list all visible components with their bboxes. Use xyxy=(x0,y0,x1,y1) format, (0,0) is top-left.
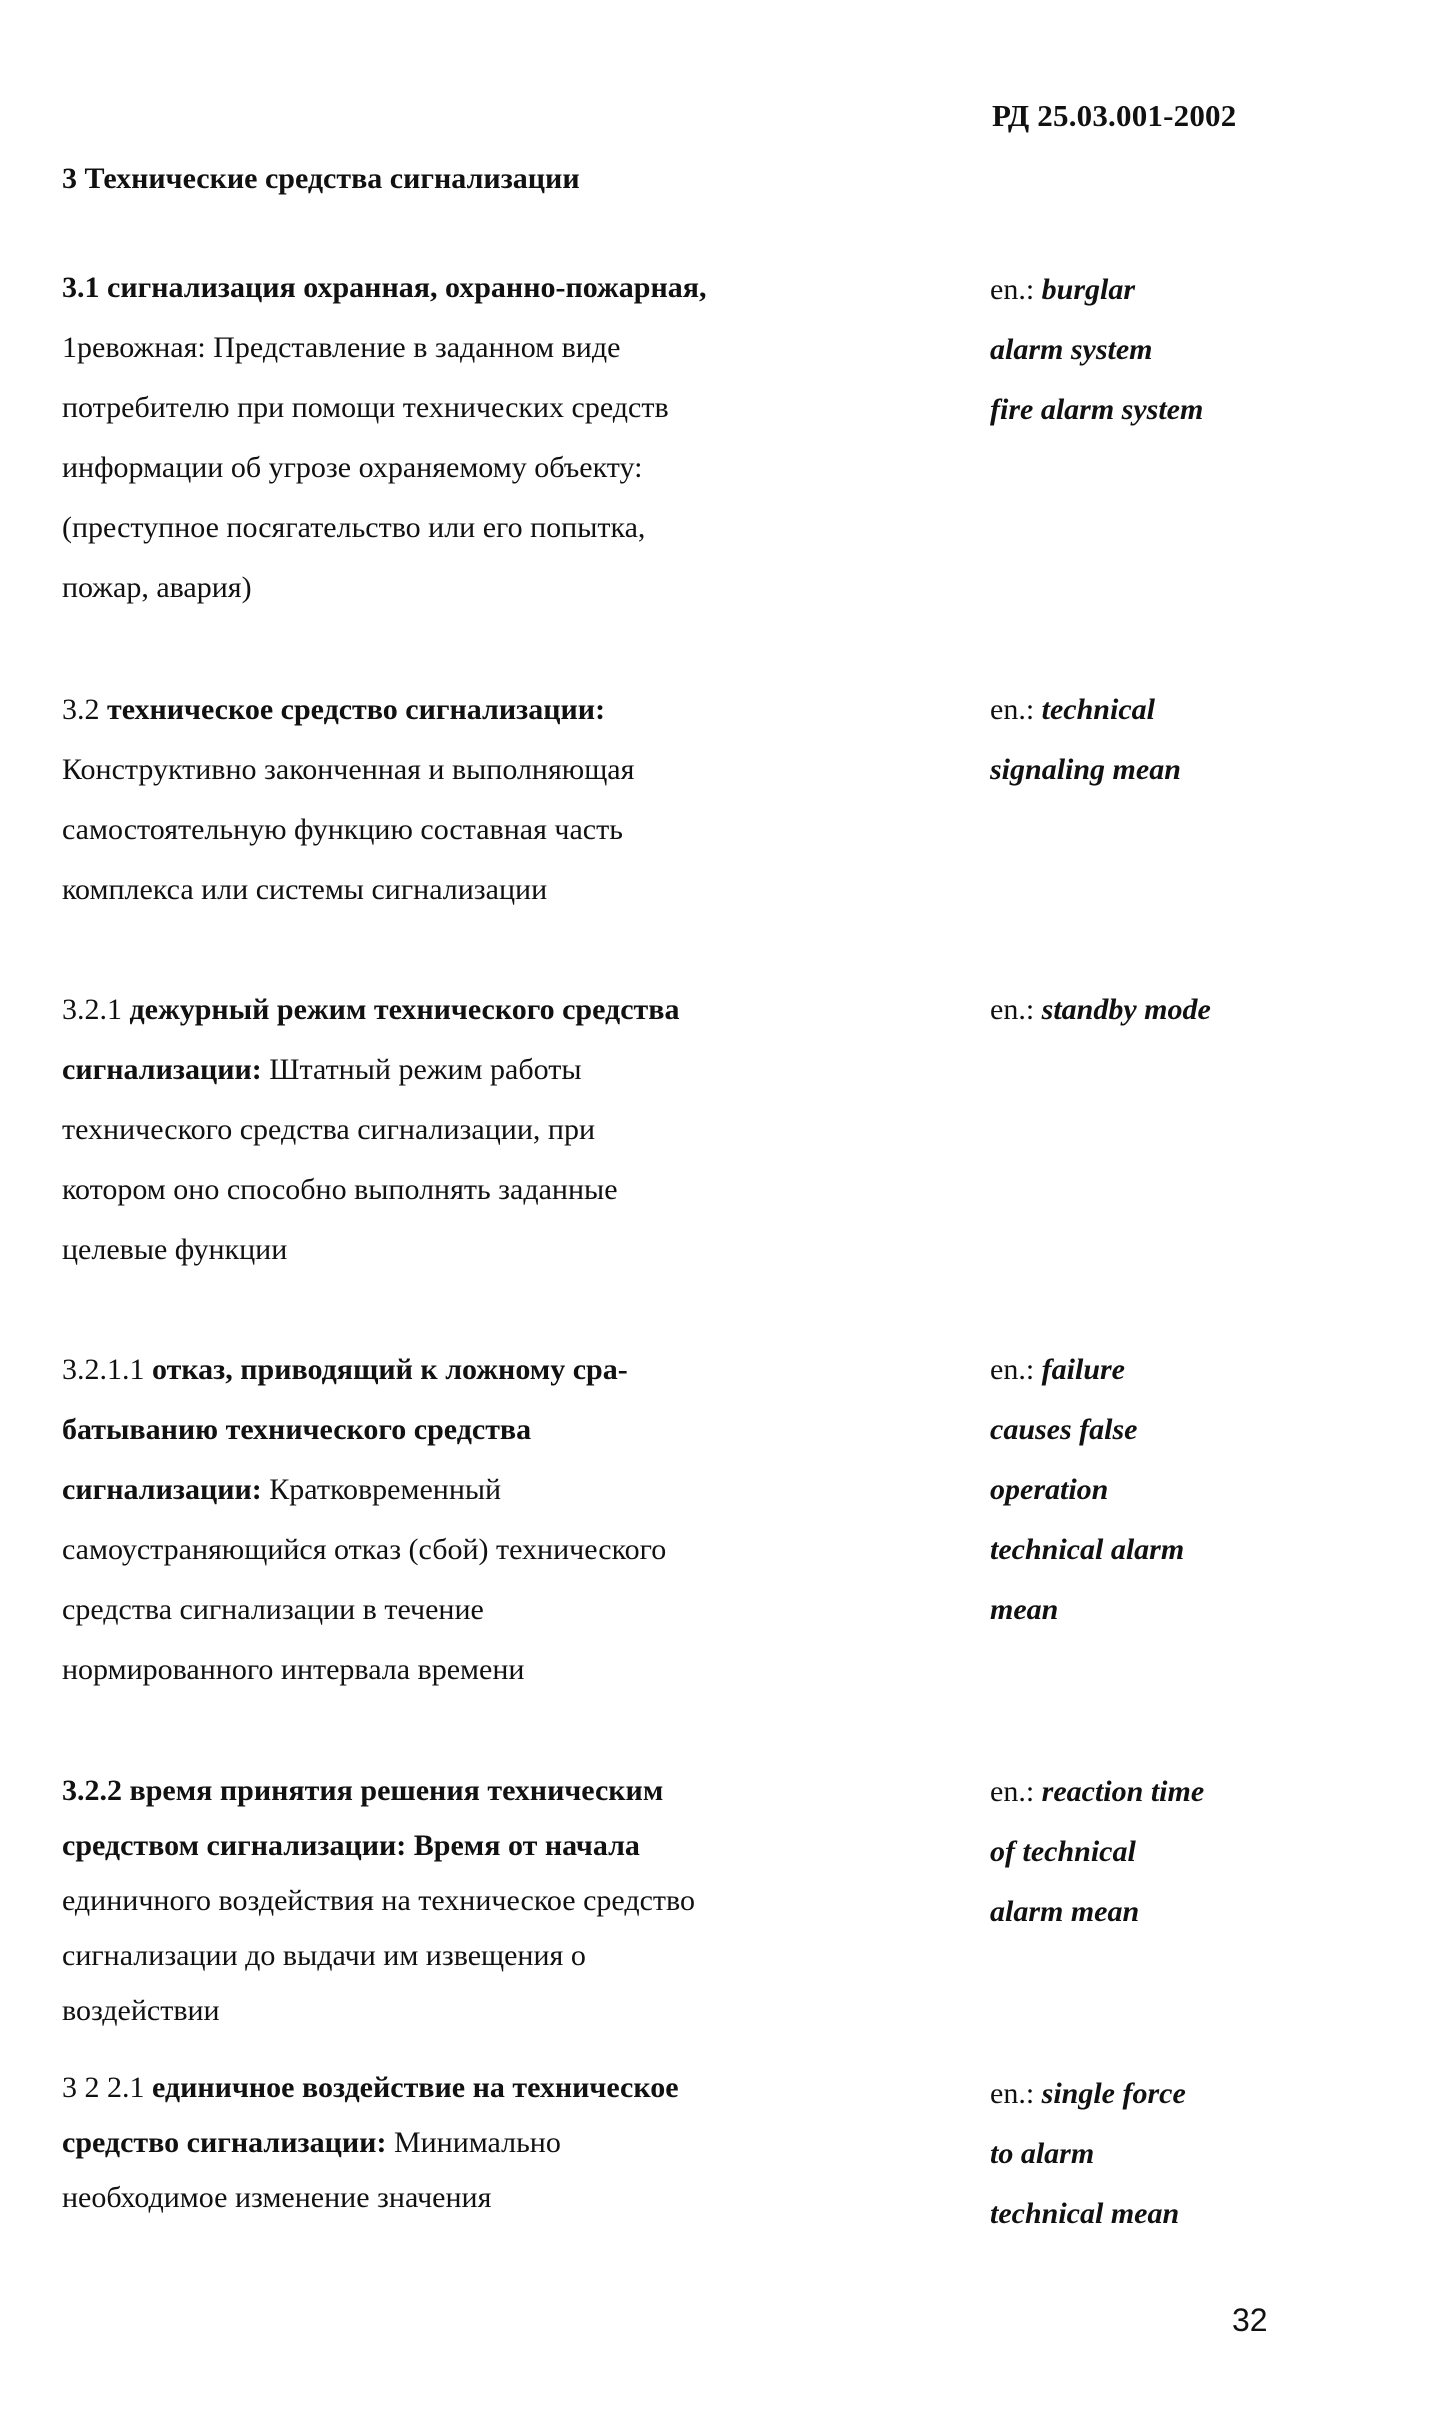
term-entry-3-2-2 xyxy=(62,1763,822,2038)
definition-line: котором оно способно выполнять заданные xyxy=(62,1173,618,1206)
definition-line: пожар, авария) xyxy=(62,571,252,604)
english-equivalent-3-2-2-1 xyxy=(990,2064,1410,2244)
definition-line: комплекса или системы сигнализации xyxy=(62,873,548,906)
english-equivalent-3-2-1-1 xyxy=(990,1340,1410,1640)
term-number: 3.2 xyxy=(62,693,100,726)
definition-line: Конструктивно законченная и выполняющая xyxy=(62,753,635,786)
term-heading: 3.1 сигнализация охранная, охранно-пожарная, xyxy=(62,271,707,304)
term-entry-3-2 xyxy=(62,680,822,920)
definition-line: средства сигнализации в течение xyxy=(62,1593,484,1626)
definition-line: (преступное посягательство или его попытка, xyxy=(62,511,646,544)
en-prefix: en.: xyxy=(990,2077,1035,2110)
en-prefix: en.: xyxy=(990,1353,1035,1386)
definition-line: информации об угрозе охраняемому объекту: xyxy=(62,451,643,484)
english-term: single force xyxy=(1041,2077,1186,2110)
definition-line: целевые функции xyxy=(62,1233,288,1266)
definition-text: Кратковременный xyxy=(269,1473,502,1506)
term-heading: 3.2.2 время принятия решения техническим xyxy=(62,1774,664,1807)
en-prefix: en.: xyxy=(990,993,1035,1026)
english-equivalent-3-2 xyxy=(990,680,1410,800)
definition-line: потребителю при помощи технических средств xyxy=(62,391,669,424)
definition-text: Штатный режим работы xyxy=(269,1053,582,1086)
definition-line: 1ревожная: Представление в заданном виде xyxy=(62,331,621,364)
term-number: 3.2.1 xyxy=(62,993,122,1026)
english-term: standby mode xyxy=(1041,993,1211,1026)
term-entry-3-2-1-1 xyxy=(62,1340,822,1700)
english-term: of technical xyxy=(990,1835,1136,1868)
english-term: causes false xyxy=(990,1413,1138,1446)
definition-line: воздействии xyxy=(62,1994,220,2027)
definition-line: сигнализации до выдачи им извещения о xyxy=(62,1939,586,1972)
english-term: failure xyxy=(1041,1353,1125,1386)
term-heading: средство сигнализации: xyxy=(62,2126,387,2159)
document-code: РД 25.03.001-2002 xyxy=(992,98,1237,133)
page-number: 32 xyxy=(1232,2302,1268,2338)
definition-line: технического средства сигнализации, при xyxy=(62,1113,595,1146)
english-term: signaling mean xyxy=(990,753,1181,786)
term-heading: сигнализации: xyxy=(62,1473,262,1506)
english-term: technical xyxy=(1041,693,1155,726)
english-term: to alarm xyxy=(990,2137,1095,2170)
english-equivalent-3-2-1 xyxy=(990,980,1410,1040)
english-term: alarm system xyxy=(990,333,1153,366)
en-prefix: en.: xyxy=(990,273,1035,306)
definition-line: нормированного интервала времени xyxy=(62,1653,525,1686)
en-prefix: en.: xyxy=(990,1775,1035,1808)
term-heading: единичное воздействие на техническое xyxy=(152,2071,679,2104)
en-prefix: en.: xyxy=(990,693,1035,726)
term-entry-3-2-2-1 xyxy=(62,2060,822,2225)
english-term: fire alarm system xyxy=(990,393,1204,426)
english-term: burglar xyxy=(1041,273,1136,306)
term-heading: сигнализации: xyxy=(62,1053,262,1086)
term-heading: отказ, приводящий к ложному сра- xyxy=(152,1353,628,1386)
term-entry-3-1 xyxy=(62,258,822,618)
term-entry-3-2-1 xyxy=(62,980,822,1280)
english-equivalent-3-2-2 xyxy=(990,1762,1410,1942)
term-heading: дежурный режим технического средства xyxy=(129,993,680,1026)
english-term: technical alarm xyxy=(990,1533,1185,1566)
definition-line: единичного воздействия на техническое средство xyxy=(62,1884,695,1917)
definition-text: Минимально xyxy=(393,2126,561,2159)
english-equivalent-3-1 xyxy=(990,260,1410,440)
english-term: mean xyxy=(990,1593,1059,1626)
english-term: reaction time xyxy=(1041,1775,1205,1808)
term-heading: батыванию технического средства xyxy=(62,1413,532,1446)
english-term: technical mean xyxy=(990,2197,1180,2230)
term-number: 3.2.1.1 xyxy=(62,1353,145,1386)
term-heading: средством сигнализации: Время от начала xyxy=(62,1829,640,1862)
definition-line: самоустраняющийся отказ (сбой) технического xyxy=(62,1533,667,1566)
section-title: 3 Технические средства сигнализации xyxy=(62,162,580,195)
definition-line: самостоятельную функцию составная часть xyxy=(62,813,623,846)
term-heading: техническое средство сигнализации: xyxy=(107,693,606,726)
definition-line: необходимое изменение значения xyxy=(62,2181,492,2214)
term-number: 3 2 2.1 xyxy=(62,2071,145,2104)
english-term: operation xyxy=(990,1473,1109,1506)
english-term: alarm mean xyxy=(990,1895,1140,1928)
